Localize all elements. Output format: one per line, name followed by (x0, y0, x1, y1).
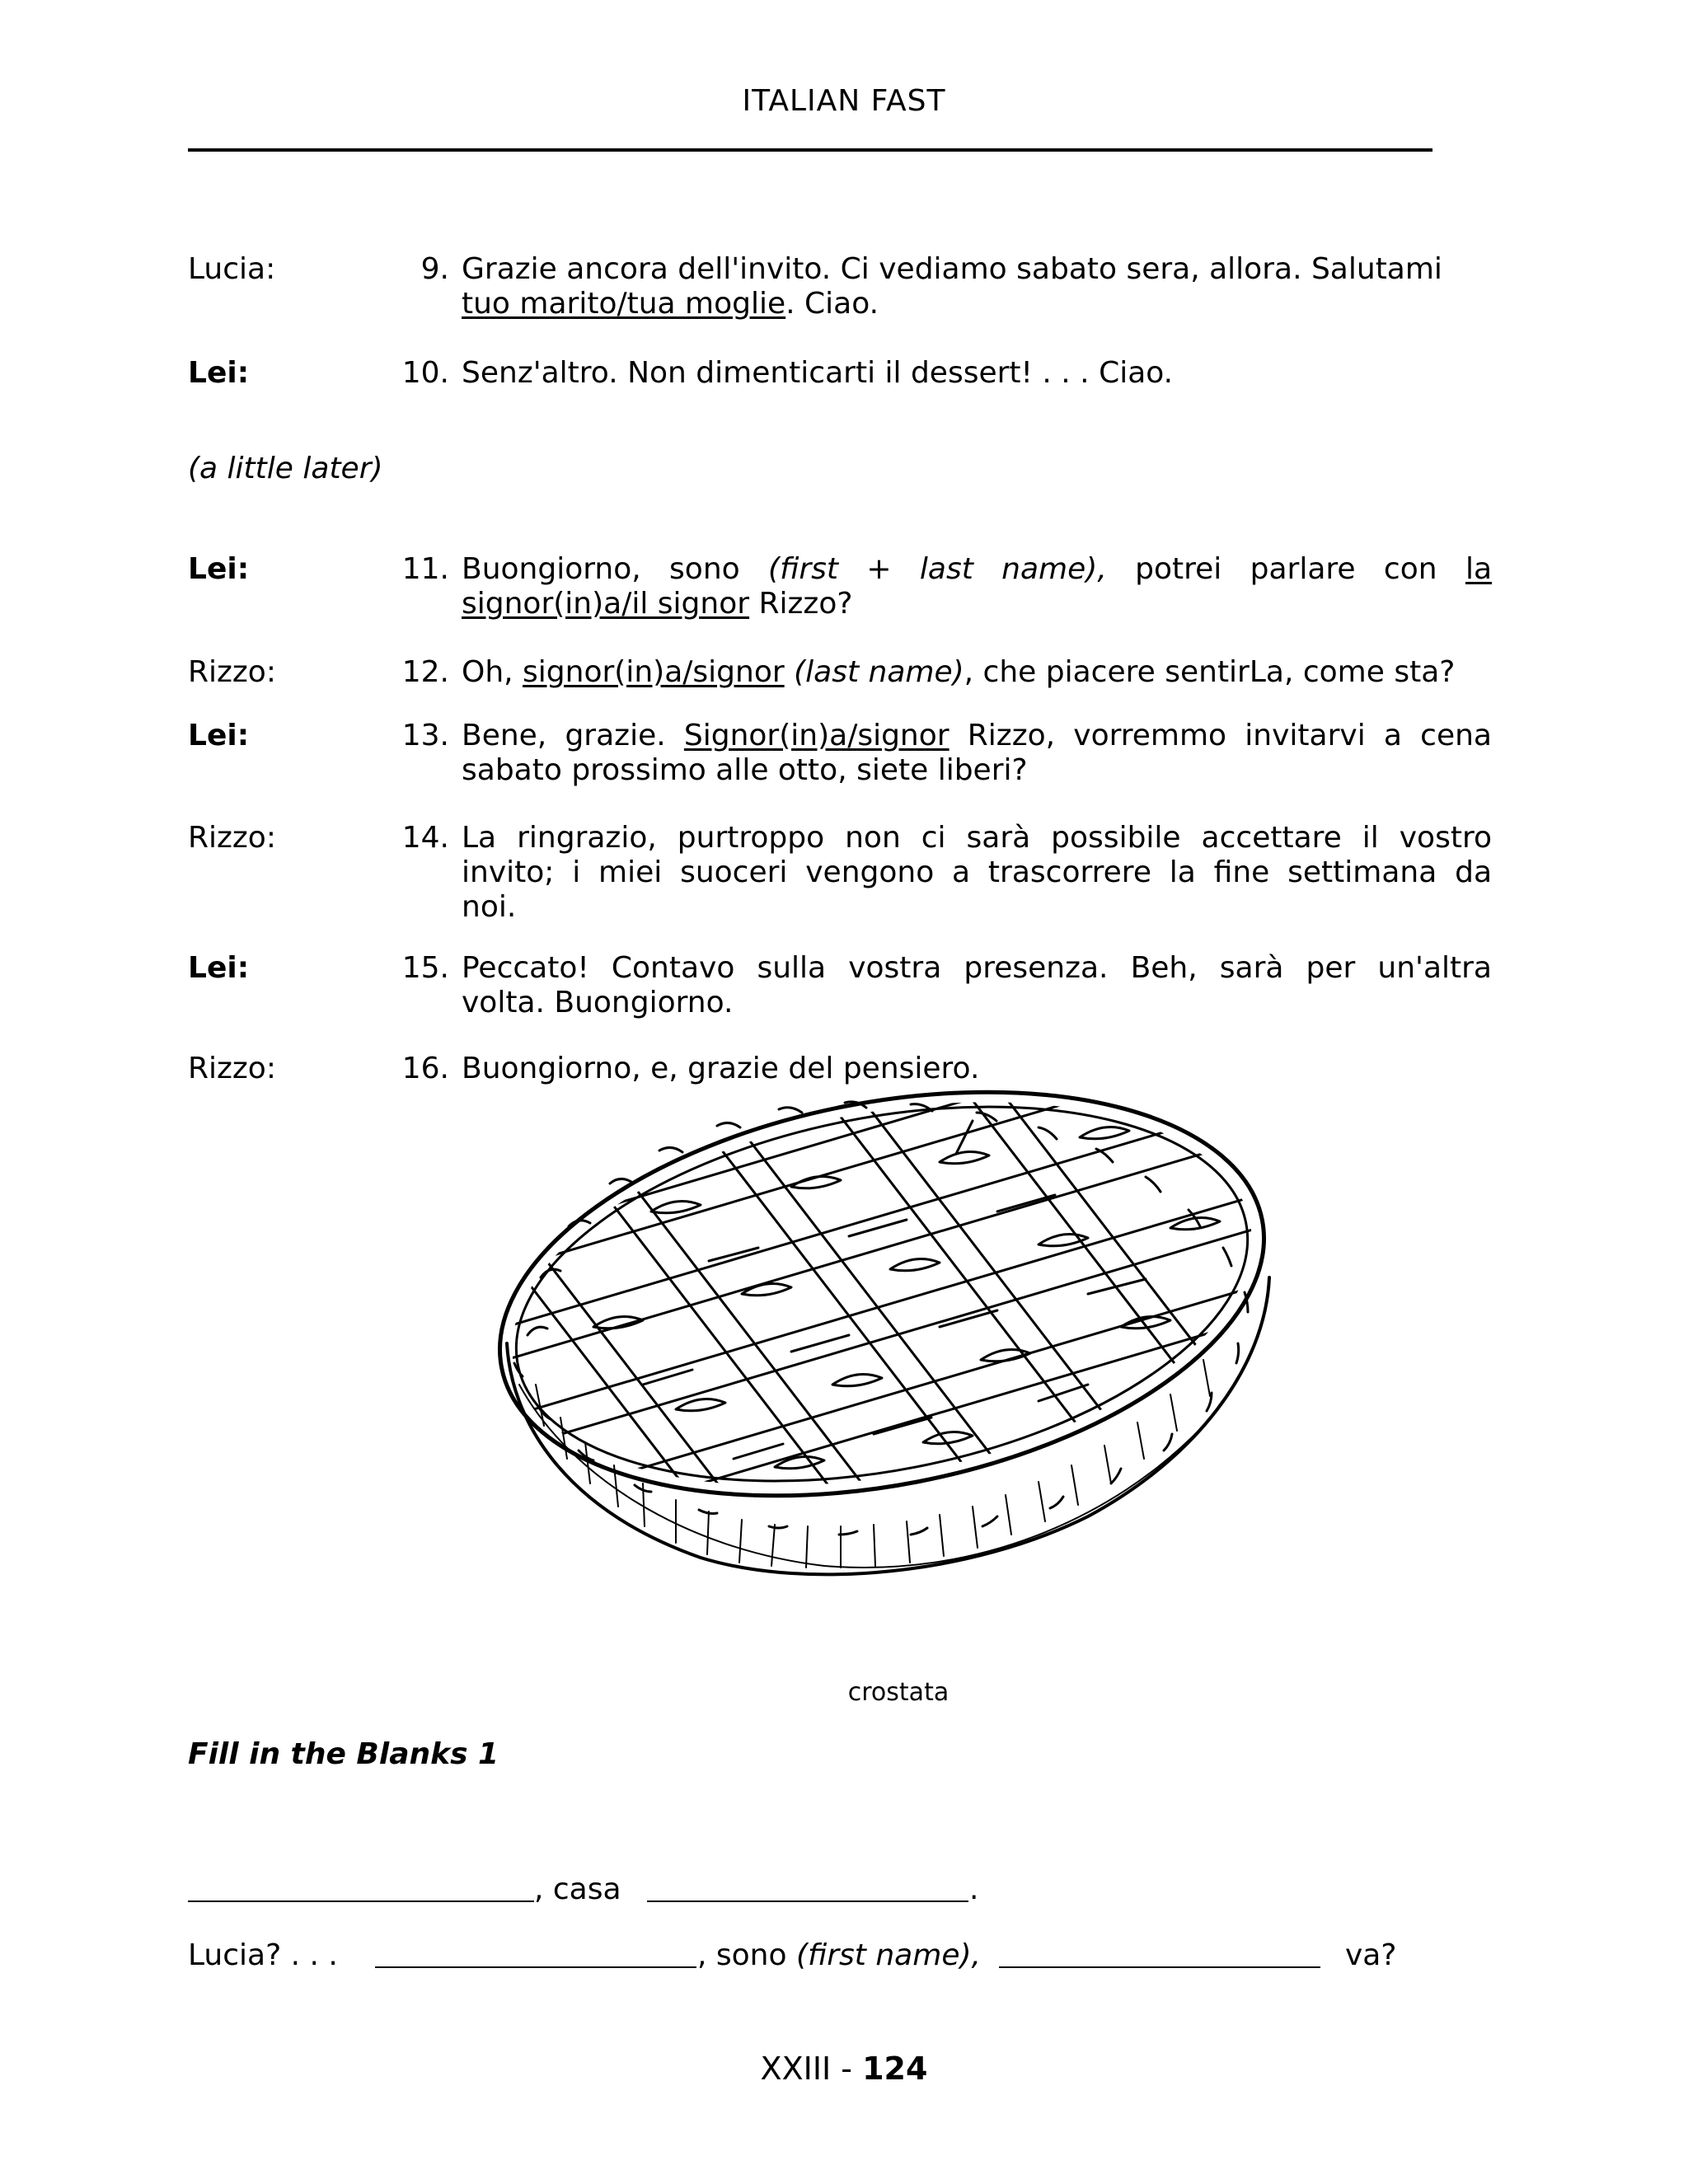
exercise-title: Fill in the Blanks 1 (188, 1737, 499, 1771)
running-head: ITALIAN FAST (742, 84, 946, 118)
speaker: Rizzo: (188, 821, 276, 855)
line-number: 16. (401, 1052, 449, 1085)
fill-text: , casa (534, 1872, 621, 1906)
line-number: 15. (401, 951, 449, 985)
dialogue-text: Peccato! Contavo sulla vostra presenza. Beh, sarà per un'altra (462, 951, 1492, 985)
fill-text: va? (1345, 1938, 1397, 1972)
line-number: 13. (401, 719, 449, 752)
page-number: XXIII - 124 (760, 2050, 928, 2087)
fill-text: . (969, 1872, 979, 1906)
line-number: 12. (401, 655, 449, 689)
dialogue-text: Oh, signor(in)a/signor (last name), che piacere sentirLa, come sta? (462, 655, 1456, 689)
line-number: 10. (401, 356, 449, 390)
answer-blank-4[interactable] (999, 1966, 1320, 1968)
dialogue-text: invito; i miei suoceri vengono a trascorrere la fine settimana da (462, 855, 1492, 889)
dialogue-text: La ringrazio, purtroppo non ci sarà possibile accettare il vostro (462, 821, 1492, 855)
crostata-illustration (462, 1071, 1319, 1673)
answer-blank-3[interactable] (375, 1966, 696, 1968)
line-number: 11. (401, 552, 449, 586)
dialogue-text: Buongiorno, sono (first + last name), potrei parlare con la (462, 552, 1492, 586)
pie-lattice (462, 1071, 1315, 1640)
dialogue-text: Bene, grazie. Signor(in)a/signor Rizzo, vorremmo invitarvi a cena (462, 719, 1492, 752)
dialogue-text: volta. Buongiorno. (462, 986, 734, 1019)
dialogue-text: Buongiorno, e, grazie del pensiero. (462, 1052, 980, 1085)
fill-text: , sono (first name), (697, 1938, 981, 1972)
header-rule (188, 148, 1432, 152)
speaker: Lei: (188, 719, 250, 752)
speaker: Rizzo: (188, 655, 276, 689)
fill-text: Lucia? . . . (188, 1938, 338, 1972)
speaker: Lucia: (188, 252, 276, 286)
answer-blank-1[interactable] (188, 1900, 534, 1902)
line-number: 14. (401, 821, 449, 855)
illustration-caption: crostata (847, 1678, 950, 1707)
stage-direction: (a little later) (188, 452, 383, 485)
speaker: Lei: (188, 356, 250, 390)
dialogue-text: tuo marito/tua moglie. Ciao. (462, 287, 879, 321)
dialogue-text: Grazie ancora dell'invito. Ci vediamo sabato sera, allora. Salutami (462, 252, 1442, 286)
line-number: 9. (420, 252, 449, 286)
dialogue-text: sabato prossimo alle otto, siete liberi? (462, 753, 1028, 787)
speaker: Rizzo: (188, 1052, 276, 1085)
answer-blank-2[interactable] (647, 1900, 968, 1902)
speaker: Lei: (188, 552, 250, 586)
speaker: Lei: (188, 951, 250, 985)
dialogue-text: Senz'altro. Non dimenticarti il dessert! . . . Ciao. (462, 356, 1174, 390)
dialogue-text: signor(in)a/il signor Rizzo? (462, 587, 853, 621)
dialogue-text: noi. (462, 890, 517, 924)
